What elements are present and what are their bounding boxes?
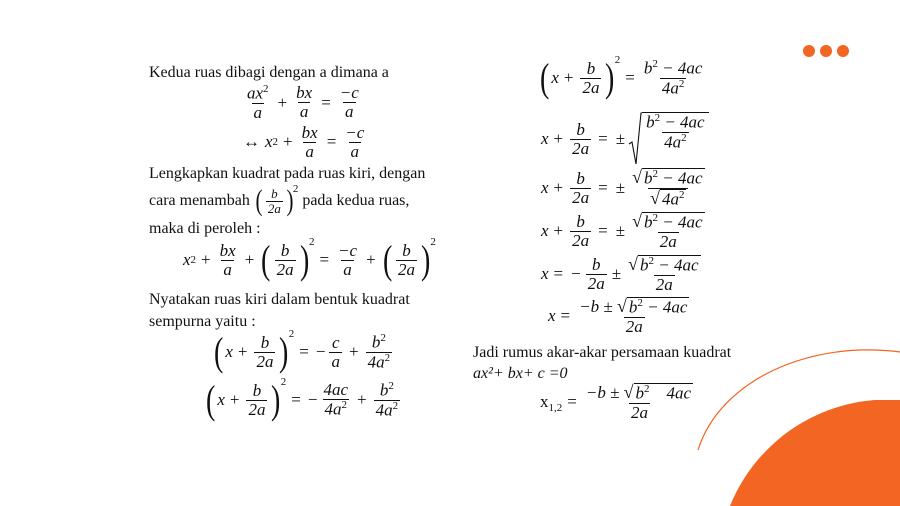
equation-r1: ( x + $\frac{b}{2a}$ ) 2 = $\frac{b^2 - 4ac}{4a^2}$ [539,54,703,100]
dot [803,45,815,57]
equation-r2: x + $\frac{b}{2a}$ = ± $\frac{b^2 - 4ac}{4a^2}$ [541,112,709,166]
equation-divided: $\frac{ax^2}{a}$ + $\frac{bx}{a}$ = $\frac{-c}{a}$ [247,83,359,122]
para3-line2: sempurna yaitu : [149,313,256,330]
equation-quadratic-formula: x 1,2 = −b ± √ $b^2$ 4ac 2a [540,382,692,422]
equation-r4: x + $\frac{b}{2a}$ = ± √ $b^2 - 4ac$ 2a [541,211,703,251]
equation-square-form-1: ( x + $\frac{b}{2a}$ ) 2 = − $\frac{c}{a}$ + $\frac{b^2}{4a^2}$ [213,328,391,374]
conclusion-line1: Jadi rumus akar-akar persamaan kuadrat [473,344,732,361]
para2-line2: cara menambah ( $\frac{b}{2a}$ ) 2 pada kedua ruas, [149,183,410,217]
more-dots-icon [803,45,849,57]
equation-r3: x + $\frac{b}{2a}$ = ± √ $b^2 - 4ac$ √ $4a^2$ [541,167,703,209]
conclusion-line2: ax²+ bx+ c =0 [473,365,568,382]
equation-square-form-2: ( x + $\frac{b}{2a}$ ) 2 = − $\frac{4ac}{4a^2}$ + $\frac{b^2}{4a^2}$ [205,376,399,422]
equation-r6: x = −b ± √ $b^2 - 4ac$ 2a [548,296,688,336]
equation-r5: x = − $\frac{b}{2a}$ ± √ $b^2 - 4ac$ 2a [541,254,699,294]
equation-complete-square: x 2 + $\frac{bx}{a}$ + ( $\frac{b}{2a}$ ) 2 = $\frac{-c}{a}$ + ( $\frac{b}{2a}$ ) 2 [183,236,436,282]
decorative-quarter-circle [730,400,900,506]
dot [837,45,849,57]
para2-line3: maka di peroleh : [149,220,261,237]
para2-line1: Lengkapkan kuadrat pada ruas kiri, dengan [149,165,426,182]
equation-simplified: ↔ x 2 + $\frac{bx}{a}$ = $\frac{-c}{a}$ [243,123,365,161]
dot [820,45,832,57]
intro-text: Kedua ruas dibagi dengan a dimana a [149,64,389,81]
para3-line1: Nyatakan ruas kiri dalam bentuk kuadrat [149,291,410,308]
